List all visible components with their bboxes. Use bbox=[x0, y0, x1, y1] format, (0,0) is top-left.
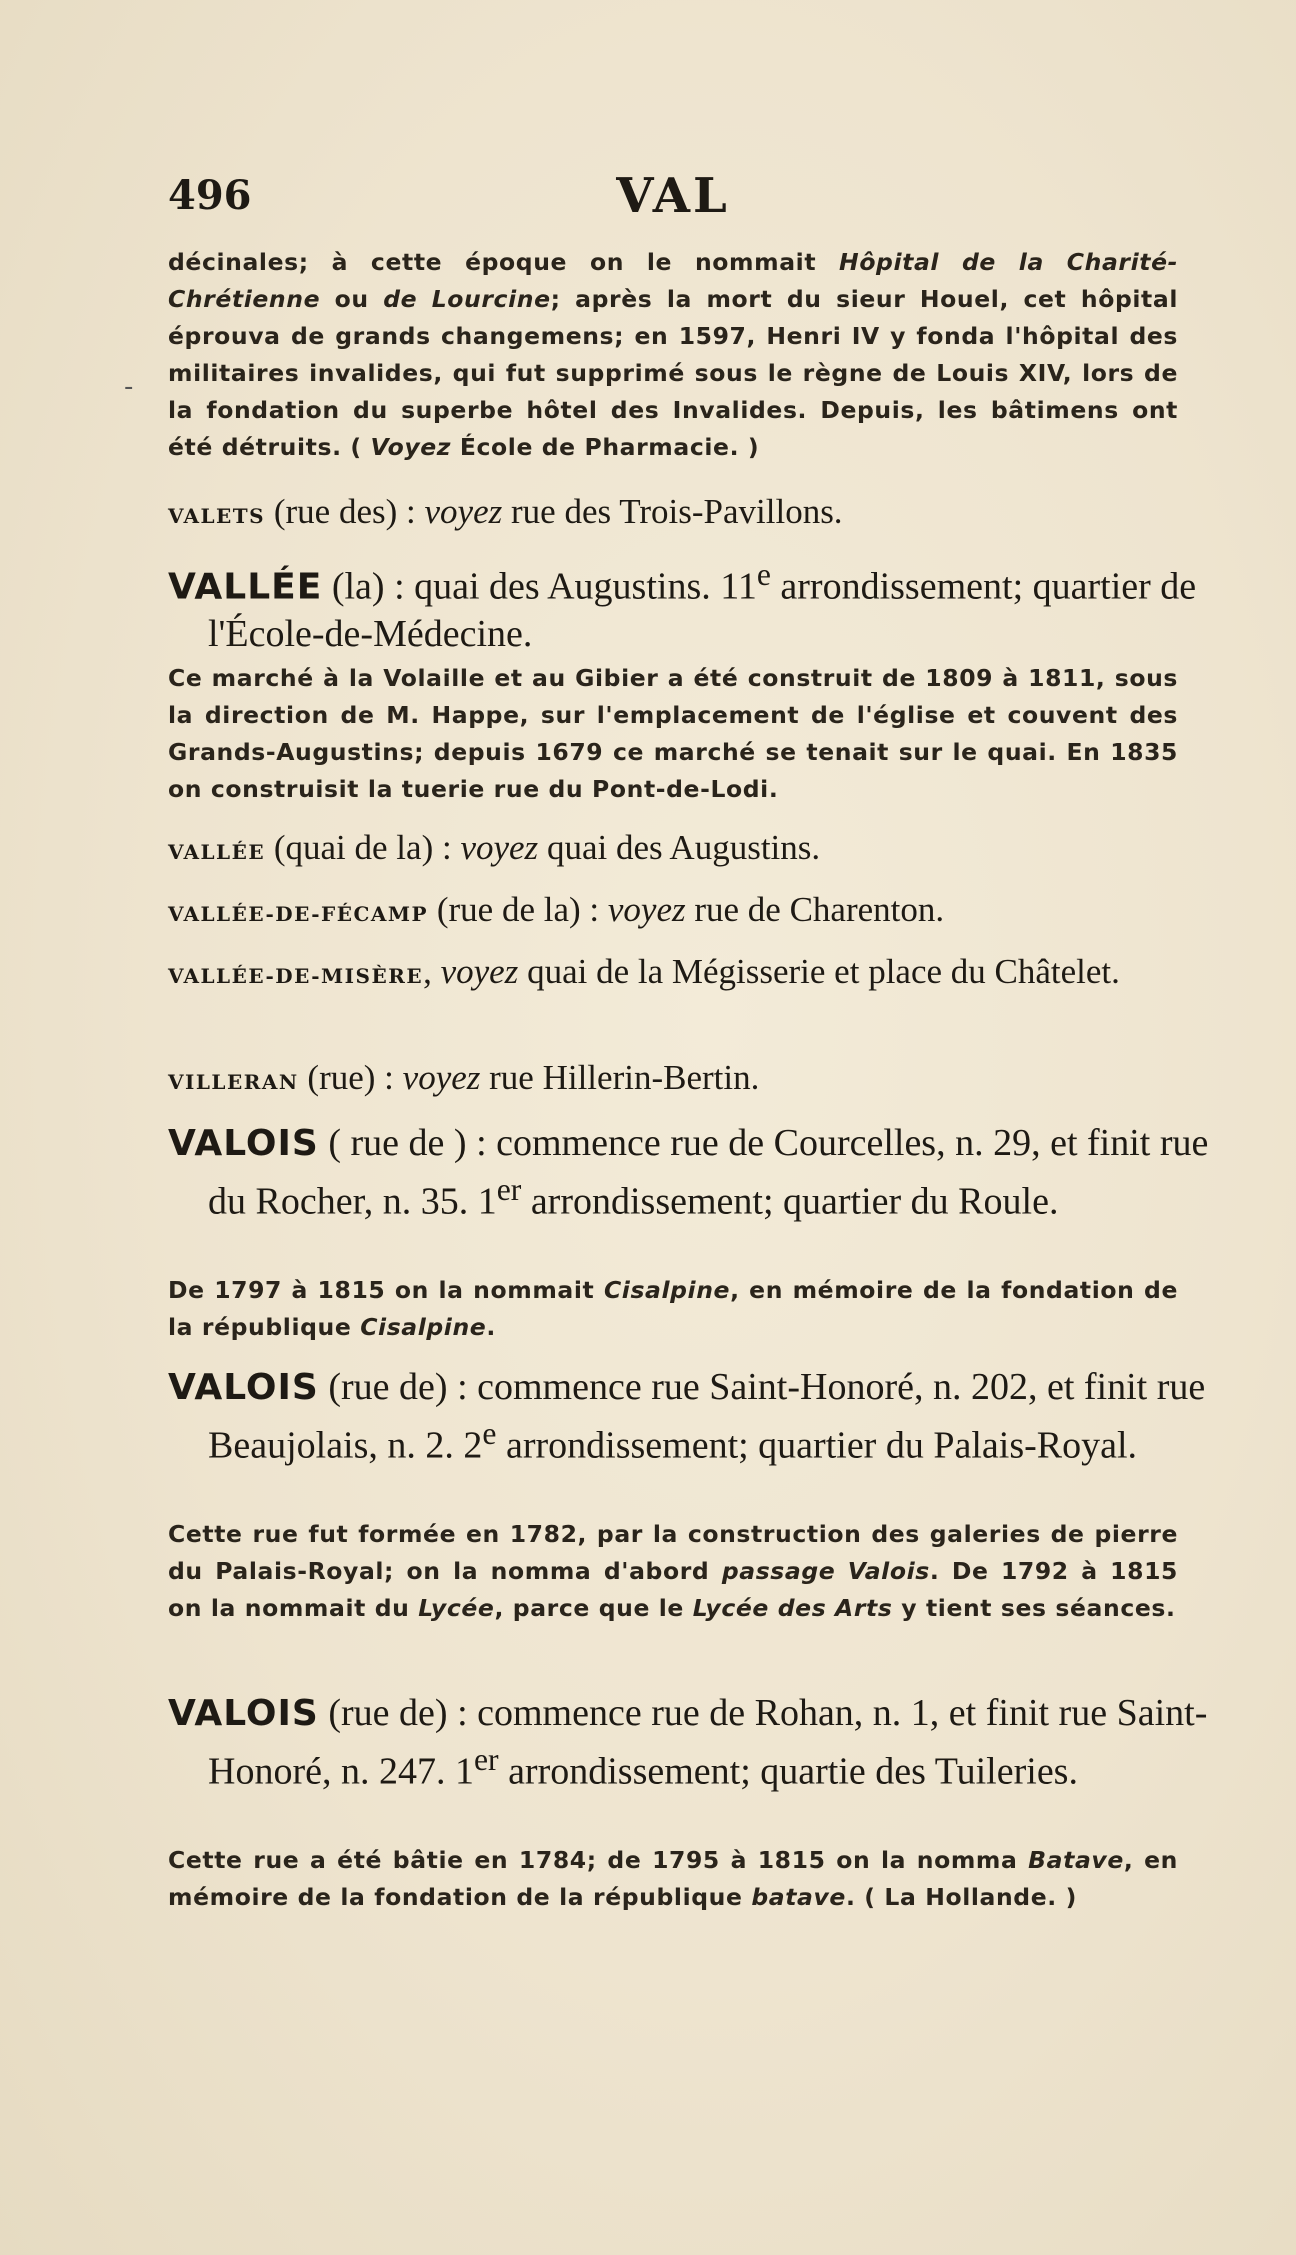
top-note: décinales; à cette époque on le nommait Hôpital de la Charité-Chrétienne ou de Lourcine; après la mort du sieur Houel, cet hôpital éprouva de grands changemens; en 1597, Henri IV y fonda l'hôpital des militaires invalides, qui fut supprimé sous le règne de Louis XIV, lors de la fondation du superbe hôtel des Invalides. Depuis, les bâtimens ont été détruits. ( Voyez École de Pharmacie. ) bbox=[168, 248, 1179, 461]
page-number: 496 bbox=[168, 172, 252, 219]
entry-valois-saint-honore: VALOIS (rue de) : commence rue Saint-Honoré, n. 202, et finit rue Beaujolais, n. 2. 2e arrondissement; quartier du Palais-Royal. bbox=[168, 1366, 1206, 1467]
entry-vallee-la: VALLÉE (la) : quai des Augustins. 11e arrondissement; quartier de l'École-de-Médecine. bbox=[168, 557, 1197, 655]
entry-vallee-quai: VALLÉE (quai de la) : voyez quai des Augustins. bbox=[168, 828, 821, 867]
note-valois-saint-honore: Cette rue fut formée en 1782, par la construction des galeries de pierre du Palais-Royal; on la nomma d'abord passage Valois. De 1792 à 1815 on la nommait du Lycée, parce que le Lycée des Arts y tient ses séances. bbox=[168, 1520, 1178, 1622]
entry-valois-courcelles: VALOIS ( rue de ) : commence rue de Courcelles, n. 29, et finit rue du Rocher, n. 35. 1er arrondissement; quartier du Roule. bbox=[168, 1122, 1209, 1223]
entry-valois-rohan: VALOIS (rue de) : commence rue de Rohan, n. 1, et finit rue Saint-Honoré, n. 247. 1er arrondissement; quartie des Tuileries. bbox=[168, 1692, 1208, 1793]
marginal-mark: - bbox=[124, 372, 134, 402]
note-valois-courcelles: De 1797 à 1815 on la nommait Cisalpine, en mémoire de la fondation de la république Cisalpine. bbox=[168, 1276, 1178, 1341]
running-head: VAL bbox=[616, 168, 730, 224]
entry-valets: VALETS (rue des) : voyez rue des Trois-Pavillons. bbox=[168, 492, 843, 531]
note-vallee-la: Ce marché à la Volaille et au Gibier a été construit de 1809 à 1811, sous la direction de M. Happe, sur l'emplacement de l'église et couvent des Grands-Augustins; depuis 1679 ce marché se tenait sur le quai. En 1835 on construisit la tuerie rue du Pont-de-Lodi. bbox=[168, 664, 1178, 803]
note-valois-rohan: Cette rue a été bâtie en 1784; de 1795 à 1815 on la nomma Batave, en mémoire de la fondation de la république batave. ( La Hollande. ) bbox=[168, 1846, 1178, 1911]
entry-vallee-de-fecamp: VALLÉE-DE-FÉCAMP (rue de la) : voyez rue de Charenton. bbox=[168, 890, 945, 929]
page-header bbox=[168, 168, 1178, 228]
entry-villeran: VILLERAN (rue) : voyez rue Hillerin-Bertin. bbox=[168, 1058, 760, 1097]
entry-vallee-de-misere: VALLÉE-DE-MISÈRE, voyez quai de la Mégisserie et place du Châtelet. bbox=[168, 952, 1120, 991]
